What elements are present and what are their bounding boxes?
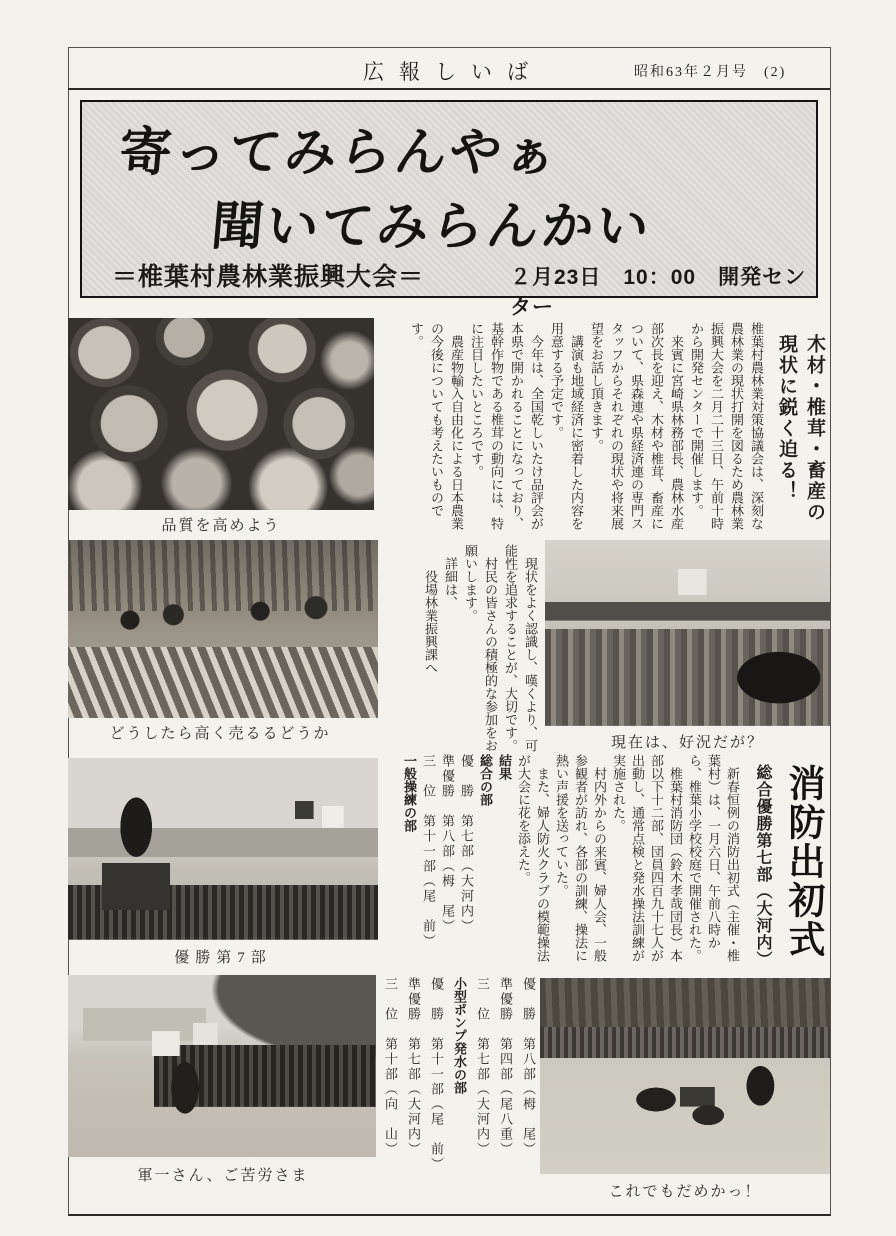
paragraph: 今年は、全国乾しいたけ品評会が本県で開かれることになっており、基幹作物である椎茸の動向には、特に注目したいところです。: [469, 322, 544, 530]
banner-event-name: ＝椎葉村農林業振興大会＝: [112, 263, 425, 291]
caption-shiitake: 品質を高めよう: [161, 518, 281, 534]
headline-line-1: 木材・椎茸・畜産の: [804, 334, 825, 523]
caption-hose-drill: これでもだめかっ！: [608, 1184, 762, 1200]
result-line: 優 勝 第七部（大河内）: [459, 754, 474, 934]
header-rule: [68, 88, 830, 90]
forestry-article-continuation: [384, 544, 540, 752]
result-line: 準優勝 第四部（尾八重）: [498, 977, 513, 1157]
caption-award-ceremony: 優勝第7部: [174, 950, 272, 966]
subhead-text: 総合優勝第七部（大河内）: [754, 764, 771, 968]
result-line: 準優勝 第八部（栂 尾）: [440, 754, 455, 934]
photo-hose-drill: [540, 978, 830, 1174]
newsletter-title: 広報しいば: [363, 60, 543, 84]
fire-review-body: [378, 754, 742, 970]
banner-headline-line1: 寄ってみらんやぁ: [116, 124, 563, 182]
paragraph: 椎葉村農林業対策協議会は、深刻な農林業の現状打開を図るため農林業振興大会を二月二十三日、午前十時から開発センターで開催します。: [689, 322, 764, 530]
banner-event-schedule: ２月23日 10：00 開発センター: [510, 266, 807, 319]
paragraph: 椎葉村消防団（鈴木孝哉団長）本部以下十二部、団員四百九十七人が出動し、通常点検と発水操法訓練が実施された。: [611, 754, 683, 962]
fire-review-results-continuation: [376, 977, 540, 1189]
photo-shiitake-mushrooms: [68, 318, 374, 510]
paragraph: 村内外からの来賓、婦人会、一般参観者が訪れ、各部の訓練、操法に熱い声援を送っていた。: [554, 754, 607, 962]
photo-log-market: [68, 540, 378, 718]
caption-parade: 軍一さん、ご苦労さま: [137, 1168, 309, 1184]
paragraph: 講演も地域経済に密着した内容を用意する予定です。: [549, 322, 584, 530]
photo-livestock-auction: [545, 540, 830, 726]
photo-parade: [68, 975, 376, 1157]
contact-line: 役場林業振興課へ: [423, 570, 438, 674]
headline-text: 消防出初式: [783, 764, 824, 959]
result-line: 優 勝 第八部（栂 尾）: [521, 977, 536, 1157]
result-line: 三 位 第七部（大河内）: [475, 977, 490, 1157]
photo-award-ceremony: [68, 758, 378, 940]
paragraph: 詳細は、: [443, 557, 458, 609]
banner-headline-line2: 聞いてみらんかい: [208, 198, 655, 256]
forestry-article-headline: [772, 334, 828, 542]
paragraph: 農産物輸入自由化による日本農業の今後についても考えたいものです。: [409, 322, 464, 530]
result-line: 優 勝 第十一部（尾 前）: [429, 977, 444, 1172]
paragraph: また、婦人防火クラブの模範操法が大会に花を添えた。: [516, 754, 550, 962]
headline-line-2: 現状に鋭く迫る！: [776, 334, 797, 502]
paragraph: 現状をよく認識し、嘆くより、可能性を追求することが、大切です。: [503, 544, 538, 752]
result-line: 準優勝 第七部（大河内）: [406, 977, 421, 1157]
forestry-article-body: [384, 322, 766, 540]
results-label: 結果: [497, 754, 512, 780]
fire-review-subhead: [744, 764, 774, 968]
section-label-general-drill: 一般操練の部: [402, 754, 417, 832]
section-label-overall: 総合の部: [478, 754, 493, 806]
caption-livestock-auction: 現在は、好況だが？: [610, 735, 764, 751]
issue-date: 昭和63年２月号 (2): [634, 65, 787, 80]
paragraph: 村民の皆さんの積極的な参加をお願いします。: [463, 544, 498, 752]
event-banner: [80, 100, 818, 319]
paragraph: 来賓に宮崎県林務部長、農林水産部次長を迎え、木材や椎茸、畜産について、県森連や県経済連の専門スタッフからそれぞれの現状や将来展望をお話し頂きます。: [589, 322, 684, 530]
fire-review-headline: [780, 764, 830, 962]
paragraph: 新春恒例の消防出初式（主催・椎葉村）は、一月六日、午前八時から、椎葉小学校校庭で開催された。: [687, 754, 740, 962]
caption-log-market: どうしたら高く売るるどうか: [109, 726, 331, 742]
result-line: 三 位 第十部（向 山）: [383, 977, 398, 1157]
result-line: 三 位 第十一部（尾 前）: [421, 754, 436, 949]
section-label-pump: 小型ポンプ発水の部: [452, 977, 467, 1094]
